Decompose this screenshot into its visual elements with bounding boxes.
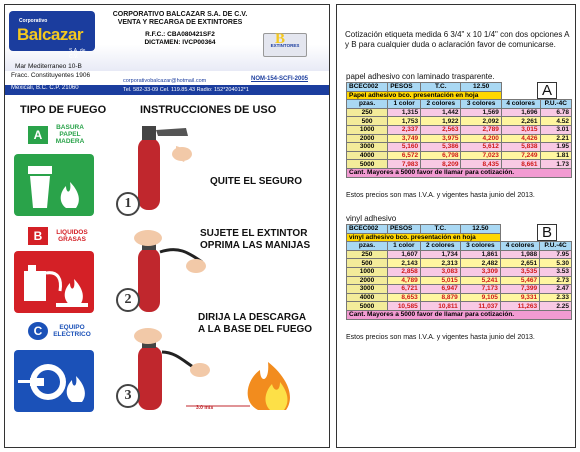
- table-qty-cell: 5000: [347, 160, 388, 169]
- table-price-cell: 2.33: [540, 293, 572, 302]
- table-b-note: Estos precios son mas I.V.A. y vigentes hasta junio del 2013.: [346, 334, 535, 341]
- table-price-cell: 2,651: [500, 259, 539, 268]
- table-price-cell: 6.78: [540, 108, 572, 117]
- quote-text: Cotización etiqueta medida 6 3/4" x 10 1/4" con dos opciones A y B para cualquier duda o aclaración favor de comunicarse.: [345, 30, 570, 49]
- table-col-header: 1 color: [387, 242, 420, 251]
- table-price-cell: 3,309: [460, 267, 500, 276]
- table-price-cell: 11,263: [500, 302, 539, 311]
- step-1-number: 1: [116, 192, 140, 216]
- table-price-cell: 7,983: [388, 160, 421, 169]
- table-qty-cell: 1000: [347, 125, 388, 134]
- table-desc-row: [347, 233, 572, 242]
- table-price-cell: 6,798: [421, 151, 461, 160]
- step-2-text: SUJETE EL EXTINTOR OPRIMA LAS MANIJAS: [200, 228, 311, 251]
- logo-small-text: Corporativo: [19, 18, 48, 24]
- table-price-cell: 8,435: [461, 160, 501, 169]
- table-col-header: 2 colores: [420, 242, 460, 251]
- table-code: BCEC002: [347, 83, 388, 92]
- table-price-cell: 2,092: [461, 117, 501, 126]
- table-desc-row: [347, 91, 572, 100]
- table-price-cell: 2,337: [388, 125, 421, 134]
- step-2-number: 2: [116, 288, 140, 312]
- table-price-cell: 5,386: [421, 143, 461, 152]
- table-price-cell: 5.30: [540, 259, 572, 268]
- step-3-number: 3: [116, 384, 140, 408]
- badge-letter: B: [275, 31, 286, 47]
- table-qty-cell: 4000: [347, 293, 388, 302]
- address-line-2: Fracc. Constituyentes 1906: [11, 72, 91, 79]
- table-desc: Papel adhesivo bco. presentación en hoja: [347, 91, 502, 100]
- table-price-cell: 3,083: [420, 267, 460, 276]
- table-price-cell: 2,563: [421, 125, 461, 134]
- table-row: [347, 125, 572, 134]
- table-row: [347, 108, 572, 117]
- class-a-label: BASURA PAPEL MADERA: [55, 124, 85, 145]
- table-qty-cell: 250: [347, 108, 388, 117]
- email: corporativobalcazar@hotmail.com: [123, 78, 207, 84]
- table-price-cell: 2.47: [540, 285, 572, 294]
- table-col-header: P.U.-4C: [540, 242, 572, 251]
- table-price-cell: 2.25: [540, 302, 572, 311]
- table-col-header: 3 colores: [460, 242, 500, 251]
- table-price-cell: 2,789: [461, 125, 501, 134]
- price-table-a: [346, 82, 572, 178]
- table-price-cell: 9,105: [460, 293, 500, 302]
- logo-name: Balcazar: [17, 25, 83, 44]
- table-price-cell: 3.53: [540, 267, 572, 276]
- trash-fire-icon: [14, 154, 94, 216]
- distance-label: 3.0 mts: [196, 405, 214, 411]
- class-a-badge: A: [28, 126, 48, 144]
- table-qty-cell: 3000: [347, 143, 388, 152]
- table-price-cell: 8,661: [501, 160, 540, 169]
- table-price-cell: 6,572: [388, 151, 421, 160]
- table-row: [347, 302, 572, 311]
- company-ids: R.F.C.: CBA080421SF2 DICTAMEN: IVCP00364: [144, 31, 216, 46]
- table-row: [347, 285, 572, 294]
- table-pesos: PESOS: [388, 83, 421, 92]
- table-price-cell: 5,241: [460, 276, 500, 285]
- table-price-cell: 6,721: [387, 285, 420, 294]
- table-qty-cell: 500: [347, 117, 388, 126]
- table-footer-row: [347, 168, 572, 177]
- table-col-header: 4 colores: [501, 100, 540, 109]
- table-col-header: pzas.: [347, 100, 388, 109]
- table-price-cell: 1,315: [388, 108, 421, 117]
- section-b-title: vinyl adhesivo: [346, 214, 397, 223]
- table-qty-cell: 1000: [347, 267, 388, 276]
- table-col-header: 2 colores: [421, 100, 461, 109]
- table-price-cell: 4,426: [501, 134, 540, 143]
- liquid-fire-icon: [14, 251, 94, 313]
- table-spacer: [501, 83, 571, 92]
- table-price-cell: 1,607: [387, 250, 420, 259]
- fire-type-title: TIPO DE FUEGO: [20, 104, 107, 116]
- table-col-header: pzas.: [347, 242, 388, 251]
- table-price-cell: 10,585: [387, 302, 420, 311]
- table-pesos: PESOS: [387, 225, 420, 234]
- table-price-cell: 2,313: [420, 259, 460, 268]
- table-price-cell: 3.01: [540, 125, 572, 134]
- table-price-cell: 5,612: [461, 143, 501, 152]
- table-price-cell: 1,922: [421, 117, 461, 126]
- table-price-cell: 4,200: [461, 134, 501, 143]
- table-price-cell: 7,249: [501, 151, 540, 160]
- table-footer: Cant. Mayores a 5000 favor de llamar para cotización.: [347, 168, 572, 177]
- table-header-row: [347, 242, 572, 251]
- table-price-cell: 3,535: [500, 267, 539, 276]
- table-price-cell: 2.21: [540, 134, 572, 143]
- table-price-cell: 5,838: [501, 143, 540, 152]
- table-price-cell: 1.95: [540, 143, 572, 152]
- table-col-header: 4 colores: [500, 242, 539, 251]
- table-qty-cell: 5000: [347, 302, 388, 311]
- table-price-cell: 1,753: [388, 117, 421, 126]
- table-row: [347, 160, 572, 169]
- table-qty-cell: 2000: [347, 134, 388, 143]
- table-spacer: [501, 91, 571, 100]
- company-logo: [9, 11, 95, 60]
- table-price-cell: 8,209: [421, 160, 461, 169]
- table-price-cell: 5,015: [420, 276, 460, 285]
- table-price-cell: 1.81: [540, 151, 572, 160]
- table-qty-cell: 4000: [347, 151, 388, 160]
- class-c-pictogram: [14, 350, 94, 412]
- table-price-cell: 4.52: [540, 117, 572, 126]
- step-3-text: DIRIJA LA DESCARGA A LA BASE DEL FUEGO: [198, 312, 313, 335]
- class-c-label: EQUIPO ELECTRICO: [53, 324, 91, 338]
- table-spacer: [500, 225, 571, 234]
- table-row: [347, 250, 572, 259]
- table-price-cell: 3,749: [388, 134, 421, 143]
- table-row: [347, 276, 572, 285]
- table-price-cell: 3,975: [421, 134, 461, 143]
- table-price-cell: 2.73: [540, 276, 572, 285]
- class-b-badge: B: [28, 227, 48, 245]
- table-price-cell: 10,811: [420, 302, 460, 311]
- table-col-header: 1 color: [388, 100, 421, 109]
- table-tc-label: T.C.: [421, 83, 461, 92]
- table-price-cell: 7,173: [460, 285, 500, 294]
- class-c-badge: C: [28, 322, 48, 340]
- table-code-row: [347, 225, 572, 234]
- table-row: [347, 259, 572, 268]
- table-price-cell: 1,696: [501, 108, 540, 117]
- table-row: [347, 117, 572, 126]
- logo-sub: S.A. de C.V.: [69, 48, 86, 60]
- table-row: [347, 143, 572, 152]
- table-price-cell: 11,037: [460, 302, 500, 311]
- step-1-text: QUITE EL SEGURO: [210, 176, 303, 187]
- table-col-header: 3 colores: [461, 100, 501, 109]
- table-row: [347, 151, 572, 160]
- phone-line: Tel. 582-33-09 Cel. 119.85.43 Radio: 152*204012*1: [123, 87, 249, 93]
- table-price-cell: 6,947: [420, 285, 460, 294]
- table-tc-label: T.C.: [420, 225, 460, 234]
- table-price-cell: 8,879: [420, 293, 460, 302]
- table-price-cell: 2,858: [387, 267, 420, 276]
- option-a-letter: A: [537, 82, 557, 99]
- table-price-cell: 7,023: [461, 151, 501, 160]
- table-price-cell: 9,331: [500, 293, 539, 302]
- table-price-cell: 7.95: [540, 250, 572, 259]
- table-tc-value: 12.50: [461, 83, 501, 92]
- table-qty-cell: 3000: [347, 285, 388, 294]
- table-qty-cell: 2000: [347, 276, 388, 285]
- electric-fire-icon: [14, 350, 94, 412]
- table-footer: Cant. Mayores a 5000 favor de llamar para cotización.: [347, 310, 572, 319]
- table-row: [347, 293, 572, 302]
- table-price-cell: 1,988: [500, 250, 539, 259]
- company-name: CORPORATIVO BALCAZAR S.A. DE C.V. VENTA Y RECARGA DE EXTINTORES: [112, 11, 248, 26]
- section-a-title: papel adhesivo con laminado trasparente.: [346, 72, 495, 81]
- table-price-cell: 5,160: [388, 143, 421, 152]
- table-code: BCEC002: [347, 225, 388, 234]
- table-row: [347, 267, 572, 276]
- table-tc-value: 12.50: [460, 225, 500, 234]
- table-price-cell: 2,482: [460, 259, 500, 268]
- badge-text: EXTINTORES: [270, 43, 300, 48]
- table-header-row: [347, 100, 572, 109]
- address-line-3: Mexicali, B.C. C.P. 21060: [11, 85, 79, 91]
- class-b-label: LIQUIDOS GRASAS: [56, 229, 88, 243]
- price-table-b: [346, 224, 572, 320]
- table-price-cell: 1,861: [460, 250, 500, 259]
- table-desc: vinyl adhesivo bco. presentación en hoja: [347, 233, 501, 242]
- table-price-cell: 1.73: [540, 160, 572, 169]
- table-spacer: [500, 233, 571, 242]
- label-header: [5, 5, 329, 93]
- class-a-pictogram: [14, 154, 94, 216]
- table-row: [347, 134, 572, 143]
- table-price-cell: 4,789: [387, 276, 420, 285]
- table-a-note: Estos precios son mas I.V.A. y vigentes hasta junio del 2013.: [346, 192, 535, 199]
- table-col-header: P.U.-4C: [540, 100, 572, 109]
- table-price-cell: 2,143: [387, 259, 420, 268]
- table-price-cell: 8,653: [387, 293, 420, 302]
- table-price-cell: 1,442: [421, 108, 461, 117]
- option-b-letter: B: [537, 224, 557, 241]
- table-price-cell: 2,261: [501, 117, 540, 126]
- table-footer-row: [347, 310, 572, 319]
- table-price-cell: 3,015: [501, 125, 540, 134]
- nom-code: NOM-154-SCFI-2005: [251, 76, 309, 82]
- instructions-title: INSTRUCCIONES DE USO: [140, 104, 277, 116]
- table-price-cell: 1,569: [461, 108, 501, 117]
- table-qty-cell: 250: [347, 250, 388, 259]
- table-price-cell: 1,734: [420, 250, 460, 259]
- step-3-illustration: [118, 322, 314, 416]
- class-b-pictogram: [14, 251, 94, 313]
- address-line-1: Mar Mediterraneo 10-B: [15, 63, 82, 70]
- table-code-row: [347, 83, 572, 92]
- table-qty-cell: 500: [347, 259, 388, 268]
- table-price-cell: 7,399: [500, 285, 539, 294]
- table-price-cell: 5,467: [500, 276, 539, 285]
